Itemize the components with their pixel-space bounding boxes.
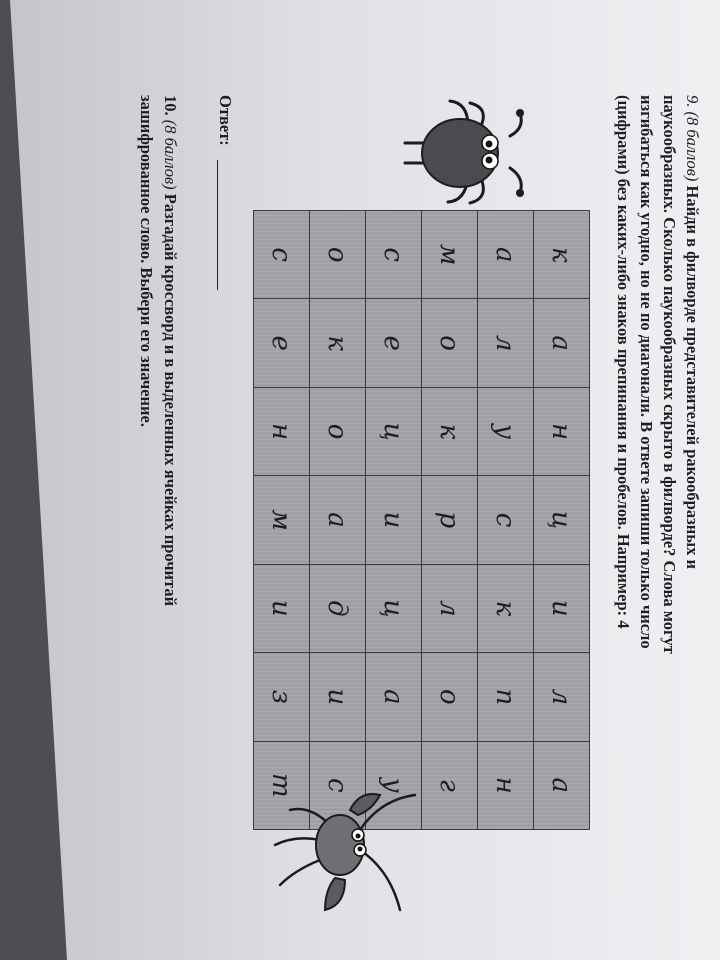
grid-cell: ц	[366, 564, 422, 652]
grid-row	[534, 211, 590, 830]
grid-cell: к	[478, 564, 534, 652]
grid-cell: л	[478, 299, 534, 387]
grid-cell: т	[254, 741, 310, 829]
grid-cell: о	[310, 387, 366, 475]
task-9-points: (8 баллов)	[683, 111, 702, 182]
spider-icon	[400, 98, 530, 208]
grid-cell: р	[422, 476, 478, 564]
grid-cell: г	[422, 741, 478, 829]
task-9-text-4: (цифрами) без каких-либо знаков препинания и пробелов. Например: 4	[614, 95, 633, 629]
grid-cell: а	[534, 299, 590, 387]
grid-cell: н	[534, 387, 590, 475]
word-search-grid	[253, 210, 590, 830]
grid-cell: з	[254, 653, 310, 741]
answer-line[interactable]	[217, 160, 218, 290]
grid-row	[254, 211, 310, 830]
grid-cell: с	[478, 476, 534, 564]
task-9-line-1	[682, 95, 702, 569]
grid-cell: и	[366, 476, 422, 564]
grid-cell: м	[422, 211, 478, 299]
grid-cell: л	[422, 564, 478, 652]
grid-cell: а	[310, 476, 366, 564]
grid-cell: о	[422, 299, 478, 387]
grid-cell: д	[310, 564, 366, 652]
grid-cell: к	[310, 299, 366, 387]
task-10-line-1	[160, 95, 180, 606]
grid-cell: а	[366, 653, 422, 741]
grid-cell: л	[534, 653, 590, 741]
grid-cell: и	[534, 564, 590, 652]
grid-cell: у	[366, 741, 422, 829]
grid-cell: е	[366, 299, 422, 387]
grid-cell: ц	[534, 476, 590, 564]
grid-row	[366, 211, 422, 830]
grid-cell: е	[254, 299, 310, 387]
grid-cell: о	[310, 211, 366, 299]
task-9-text-1: Найди в филворде представителей ракообразных и	[683, 185, 702, 570]
crab-icon	[270, 790, 420, 920]
grid-cell: к	[422, 387, 478, 475]
grid-cell: н	[478, 741, 534, 829]
task-10-text-1: Разгадай кроссворд и в выделенных ячейках прочитай	[161, 193, 180, 607]
task-10-text-2: зашифрованное слово. Выбери его значение.	[137, 95, 156, 427]
grid-cell: и	[310, 653, 366, 741]
grid-cell: у	[478, 387, 534, 475]
grid-cell: а	[478, 211, 534, 299]
grid-cell: о	[422, 653, 478, 741]
answer-label: Ответ:	[216, 95, 235, 146]
grid-cell: с	[310, 741, 366, 829]
grid-cell: с	[254, 211, 310, 299]
grid-cell: н	[254, 387, 310, 475]
grid-cell: к	[534, 211, 590, 299]
grid-cell: с	[366, 211, 422, 299]
task-10-number: 10.	[161, 95, 180, 116]
task-10-points: (8 баллов)	[161, 119, 180, 190]
task-9-text-2: паукообразных. Сколько паукообразных скрыто в филворде? Слова могут	[660, 95, 679, 654]
task-9-number: 9.	[683, 95, 702, 108]
grid-row	[478, 211, 534, 830]
grid-cell: и	[254, 564, 310, 652]
grid-cell: ц	[366, 387, 422, 475]
grid-cell: а	[534, 741, 590, 829]
grid-cell: п	[478, 653, 534, 741]
task-9-text-3: изгибаться как угодно, но не по диагонали. В ответе запиши только число	[637, 95, 656, 649]
grid-cell: м	[254, 476, 310, 564]
grid-row	[422, 211, 478, 830]
grid-row	[310, 211, 366, 830]
